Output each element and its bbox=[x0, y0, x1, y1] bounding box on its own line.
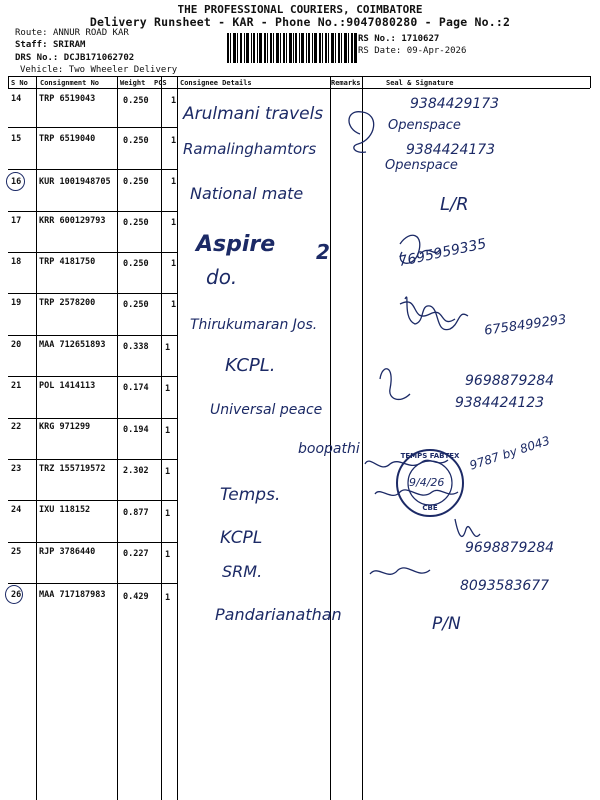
row-pcs: 1 bbox=[171, 96, 177, 106]
rs-date-line bbox=[358, 46, 466, 56]
handwritten-phone: 9698879284 bbox=[465, 373, 555, 389]
rs-date-value: 09-Apr-2026 bbox=[406, 46, 467, 56]
row-sno: 21 bbox=[11, 381, 22, 391]
pen-circle-mark bbox=[6, 172, 25, 191]
row-consignment: TRZ 155719572 bbox=[39, 464, 106, 474]
handwritten-signature: Openspace bbox=[388, 118, 461, 133]
signature-stroke bbox=[380, 369, 410, 400]
signature-stroke bbox=[405, 297, 468, 330]
row-weight: 0.250 bbox=[123, 218, 149, 228]
header-bottom-rule bbox=[8, 88, 590, 89]
route-line bbox=[15, 28, 129, 38]
handwritten-consignee: Arulmani travels bbox=[183, 104, 324, 124]
row-weight: 0.338 bbox=[123, 342, 149, 352]
row-pcs: 1 bbox=[171, 218, 177, 228]
vehicle-value: Two Wheeler Delivery bbox=[68, 65, 178, 75]
handwritten-consignee: SRM. bbox=[222, 562, 263, 581]
row-pcs: 1 bbox=[171, 136, 177, 146]
handwritten-phone: 9384424123 bbox=[455, 395, 545, 411]
signature-scribbles bbox=[340, 94, 590, 614]
route-value: ANNUR ROAD KAR bbox=[52, 28, 129, 38]
handwritten-consignee: KCPL bbox=[220, 528, 263, 548]
handwritten-consignee: Thirukumaran Jos. bbox=[190, 317, 318, 333]
signature-stroke bbox=[400, 235, 440, 263]
row-weight: 0.250 bbox=[123, 136, 149, 146]
row-consignment: TRP 4181750 bbox=[39, 257, 96, 267]
row-rule bbox=[8, 211, 178, 212]
stamp-city: CBE bbox=[422, 504, 438, 512]
row-weight: 0.877 bbox=[123, 508, 149, 518]
handwritten-consignee: Aspire bbox=[196, 232, 276, 257]
row-consignment: POL 1414113 bbox=[39, 381, 96, 391]
company-title: THE PROFESSIONAL COURIERS, COIMBATORE bbox=[177, 3, 423, 16]
route-label: Route: bbox=[15, 28, 48, 38]
row-pcs: 1 bbox=[165, 343, 171, 353]
row-consignment: KUR 1001948705 bbox=[39, 177, 111, 187]
stamp-date: 9/4/26 bbox=[409, 476, 445, 489]
staff-value: SRIRAM bbox=[52, 40, 86, 50]
pen-circle-mark bbox=[5, 585, 23, 604]
row-rule bbox=[8, 169, 178, 170]
row-sno: 26 bbox=[11, 590, 22, 600]
row-pcs: 1 bbox=[165, 509, 171, 519]
vehicle-line bbox=[20, 65, 177, 75]
row-sno: 18 bbox=[11, 257, 22, 267]
drs-label: DRS No.: bbox=[15, 53, 59, 63]
row-weight: 0.250 bbox=[123, 259, 149, 269]
row-consignment: TRP 6519040 bbox=[39, 134, 96, 144]
row-pcs: 1 bbox=[165, 550, 171, 560]
row-pcs: 1 bbox=[165, 593, 171, 603]
drs-value: DCJB171062702 bbox=[63, 53, 135, 63]
col-remarks: Remarks bbox=[331, 79, 361, 87]
stamp-name: TEMPS FABTEX bbox=[400, 452, 460, 460]
row-pcs: 1 bbox=[171, 177, 177, 187]
handwritten-phone: 9384429173 bbox=[410, 96, 500, 112]
row-weight: 0.250 bbox=[123, 96, 149, 106]
rs-no-line bbox=[358, 34, 439, 44]
row-weight: 0.194 bbox=[123, 425, 149, 435]
handwritten-consignee: Temps. bbox=[220, 485, 281, 505]
row-pcs: 1 bbox=[171, 300, 177, 310]
row-pcs: 1 bbox=[171, 259, 177, 269]
handwritten-consignee: boopathi bbox=[298, 441, 360, 457]
col-consignee: Consignee Details bbox=[180, 79, 252, 87]
col-consignment: Consignment No bbox=[40, 79, 100, 87]
row-consignment: TRP 6519043 bbox=[39, 94, 96, 104]
handwritten-signature: Openspace bbox=[385, 158, 458, 173]
row-rule bbox=[8, 418, 178, 419]
row-sno: 17 bbox=[11, 216, 22, 226]
signature-stroke bbox=[370, 568, 430, 574]
col-rule bbox=[8, 76, 9, 88]
handwritten-phone: 6758499293 bbox=[483, 312, 568, 339]
col-rule bbox=[177, 76, 178, 800]
col-rule bbox=[161, 76, 162, 800]
row-sno: 23 bbox=[11, 464, 22, 474]
handwritten-consignee: Ramalinghamtors bbox=[183, 140, 317, 158]
row-weight: 2.302 bbox=[123, 466, 149, 476]
handwritten-phone: 9787 by 8043 bbox=[467, 433, 552, 473]
handwritten-phone: 8093583677 bbox=[460, 578, 550, 594]
handwritten-consignee: National mate bbox=[190, 184, 304, 203]
row-consignment: IXU 118152 bbox=[39, 505, 91, 515]
row-pcs: 1 bbox=[165, 384, 171, 394]
handwritten-consignee: KCPL. bbox=[225, 355, 276, 376]
col-seal: Seal & Signature bbox=[386, 79, 454, 87]
col-sno: S No bbox=[11, 79, 28, 87]
row-pcs: 1 bbox=[165, 467, 171, 477]
row-rule bbox=[8, 542, 178, 543]
vehicle-label: Vehicle: bbox=[20, 65, 64, 75]
row-sno: 22 bbox=[11, 422, 22, 432]
row-rule bbox=[8, 252, 178, 253]
row-sno: 20 bbox=[11, 340, 22, 350]
handwritten-phone: 9384424173 bbox=[406, 142, 496, 158]
row-sno: 16 bbox=[11, 177, 22, 187]
row-sno: 19 bbox=[11, 298, 22, 308]
row-consignment: KRG 971299 bbox=[39, 422, 91, 432]
col-weight: Weight bbox=[120, 79, 146, 87]
rs-no-label: RS No.: bbox=[358, 34, 396, 44]
rs-date-label: RS Date: bbox=[358, 46, 402, 56]
signature-stroke bbox=[400, 302, 455, 322]
row-weight: 0.250 bbox=[123, 177, 149, 187]
handwritten-mark: 2 bbox=[316, 240, 330, 264]
row-sno: 14 bbox=[11, 94, 22, 104]
row-sno: 25 bbox=[11, 547, 22, 557]
row-consignment: MAA 712651893 bbox=[39, 340, 106, 350]
row-rule bbox=[8, 376, 178, 377]
handwritten-phone: 7695959335 bbox=[397, 235, 488, 271]
row-sno: 15 bbox=[11, 134, 22, 144]
barcode bbox=[227, 33, 357, 63]
row-consignment: KRR 600129793 bbox=[39, 216, 106, 226]
handwritten-consignee: Universal peace bbox=[210, 402, 323, 418]
col-rule bbox=[590, 76, 591, 88]
row-weight: 0.174 bbox=[123, 383, 149, 393]
row-weight: 0.429 bbox=[123, 592, 149, 602]
handwritten-phone: 9698879284 bbox=[465, 540, 555, 556]
signature-stroke bbox=[349, 112, 374, 153]
row-weight: 0.227 bbox=[123, 549, 149, 559]
row-rule bbox=[8, 500, 178, 501]
staff-line bbox=[15, 40, 85, 50]
company-seal-stamp bbox=[395, 448, 465, 518]
row-consignment: MAA 717187983 bbox=[39, 590, 106, 600]
row-consignment: RJP 3786440 bbox=[39, 547, 96, 557]
row-rule bbox=[8, 127, 178, 128]
row-weight: 0.250 bbox=[123, 300, 149, 310]
row-rule bbox=[8, 459, 178, 460]
col-rule bbox=[36, 76, 37, 800]
row-sno: 24 bbox=[11, 505, 22, 515]
staff-label: Staff: bbox=[15, 40, 48, 50]
runsheet-subtitle: Delivery Runsheet - KAR - Phone No.:9047080280 - Page No.:2 bbox=[89, 15, 511, 29]
handwritten-consignee: do. bbox=[206, 265, 238, 289]
handwritten-signature: P/N bbox=[432, 614, 461, 634]
row-pcs: 1 bbox=[165, 426, 171, 436]
drs-line bbox=[15, 53, 134, 63]
col-pcs: PCS bbox=[154, 79, 167, 87]
table-top-rule bbox=[8, 76, 590, 77]
row-rule bbox=[8, 293, 178, 294]
rs-no-value: 1710627 bbox=[401, 34, 440, 44]
row-consignment: TRP 2578200 bbox=[39, 298, 96, 308]
row-rule bbox=[8, 583, 178, 584]
handwritten-consignee: Pandarianathan bbox=[215, 605, 342, 624]
signature-stroke bbox=[455, 519, 480, 536]
col-rule bbox=[117, 76, 118, 800]
col-rule bbox=[330, 76, 331, 800]
row-rule bbox=[8, 335, 178, 336]
handwritten-signature: L/R bbox=[440, 194, 469, 215]
